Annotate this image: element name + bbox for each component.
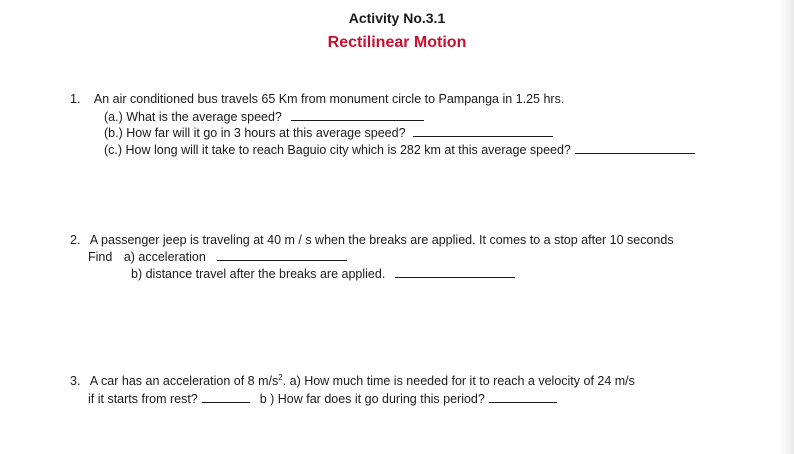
question-1a — [104, 109, 424, 125]
question-3-text-pre: A car has an acceleration of 8 m/s — [89, 374, 279, 388]
question-1c-text: (c.) How long will it take to reach Baguio city which is 282 km at this average speed? — [104, 143, 571, 157]
answer-blank-2b[interactable] — [395, 266, 515, 278]
question-3b-text: b ) How far does it go during this period? — [259, 392, 485, 406]
question-1-text: An air conditioned bus travels 65 Km from monument circle to Pampanga in 1.25 hrs. — [93, 92, 565, 106]
answer-blank-3a[interactable] — [202, 391, 250, 403]
question-3-line2 — [88, 391, 557, 407]
answer-blank-2a[interactable] — [217, 249, 347, 261]
question-2a — [88, 249, 347, 265]
question-1c — [104, 142, 695, 158]
page-edge-shadow — [780, 0, 794, 454]
question-2-number: 2. — [70, 233, 81, 247]
question-3 — [70, 374, 635, 389]
question-1a-text: (a.) What is the average speed? — [104, 110, 282, 124]
question-1b-text: (b.) How far will it go in 3 hours at this average speed? — [104, 126, 406, 140]
activity-subtitle: Rectilinear Motion — [327, 34, 467, 51]
question-2b-text: b) distance travel after the breaks are applied. — [131, 267, 386, 281]
question-2 — [70, 233, 674, 248]
question-1-number: 1. — [70, 92, 81, 106]
question-2b — [131, 266, 515, 282]
question-2a-text: a) acceleration — [123, 250, 206, 264]
find-label: Find — [88, 250, 113, 264]
question-3a-text: if it starts from rest? — [88, 392, 198, 406]
question-1b — [104, 125, 553, 141]
answer-blank-1b[interactable] — [413, 125, 553, 137]
answer-blank-1a[interactable] — [291, 109, 424, 121]
exponent: 2 — [278, 372, 283, 382]
activity-title: Activity No.3.1 — [348, 10, 446, 26]
question-3-number: 3. — [70, 374, 81, 388]
question-1 — [70, 92, 564, 107]
question-2-text: A passenger jeep is traveling at 40 m / s when the breaks are applied. It comes to a stop after 10 seconds — [89, 233, 674, 247]
question-3-text-post: . a) How much time is needed for it to reach a velocity of 24 m/s — [282, 374, 635, 388]
answer-blank-3b[interactable] — [489, 391, 557, 403]
answer-blank-1c[interactable] — [575, 142, 695, 154]
